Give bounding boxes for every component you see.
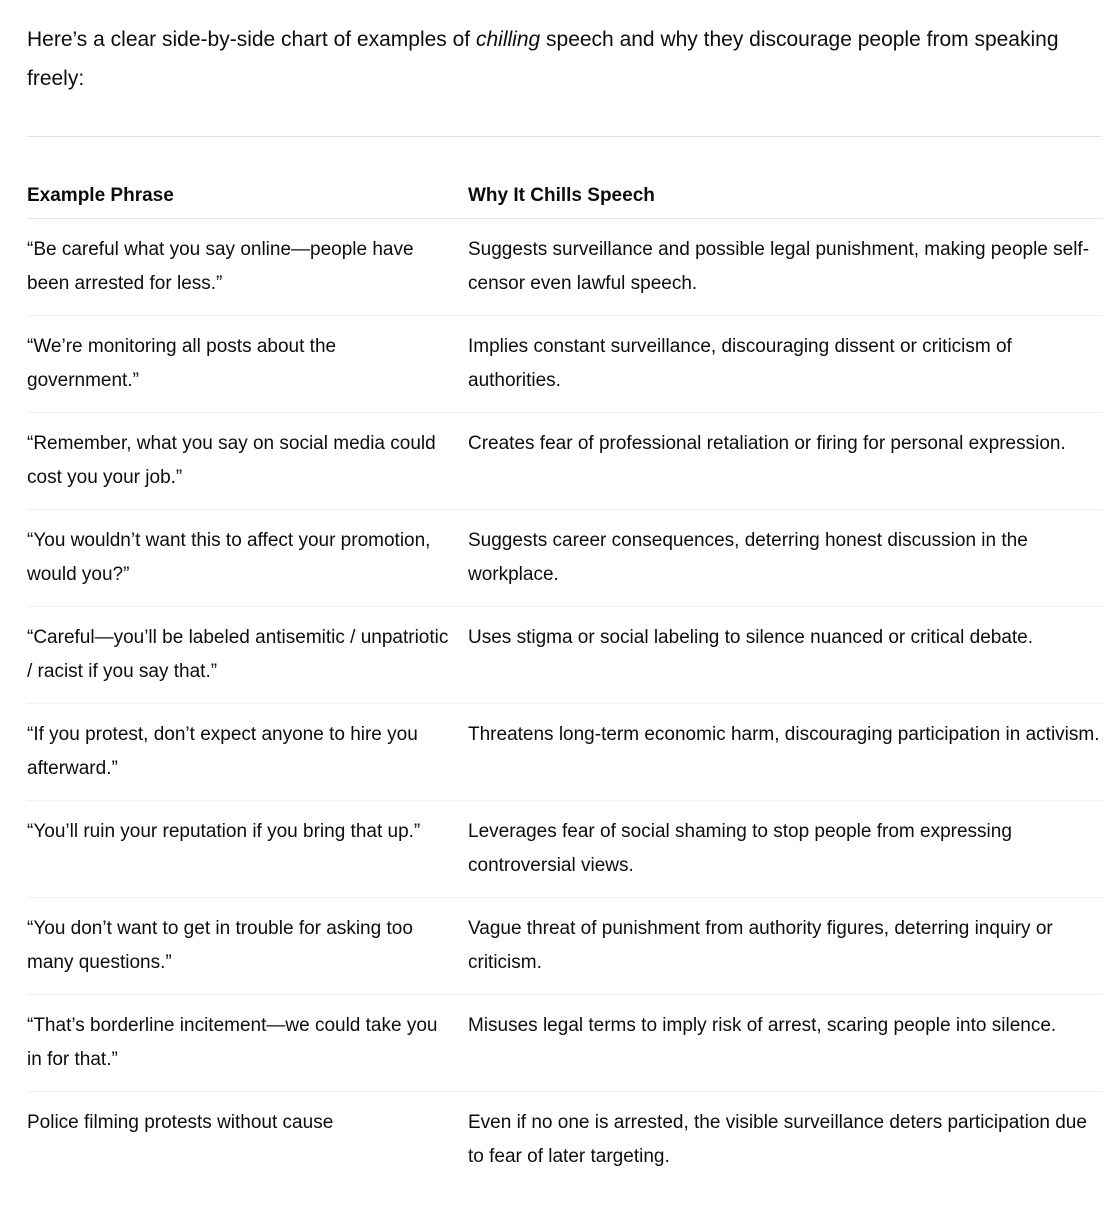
example-phrase-cell: “We’re monitoring all posts about the government.”: [27, 316, 468, 413]
table-row: [27, 510, 1102, 607]
table-row: [27, 219, 1102, 316]
example-phrase-cell: Police filming protests without cause: [27, 1112, 334, 1133]
table-row: [27, 1092, 1102, 1189]
intro-text-after: speech and why they discourage people from speaking freely:: [27, 28, 1059, 90]
table-row: [27, 898, 1102, 995]
example-phrase-cell: “That’s borderline incitement—we could take you in for that.”: [27, 995, 468, 1092]
table-row: [27, 801, 1102, 898]
why-it-chills-cell: Uses stigma or social labeling to silence nuanced or critical debate.: [468, 607, 1102, 704]
example-phrase-cell: “You don’t want to get in trouble for asking too many questions.”: [27, 898, 468, 995]
why-it-chills-cell: Vague threat of punishment from authority figures, deterring inquiry or criticism.: [468, 898, 1102, 995]
why-it-chills-cell: Misuses legal terms to imply risk of arrest, scaring people into silence.: [468, 995, 1102, 1092]
example-phrase-cell: “Be careful what you say online—people have been arrested for less.”: [27, 219, 468, 316]
table-row: [27, 704, 1102, 801]
intro-paragraph: [27, 20, 1102, 98]
table-header-row: [27, 181, 1102, 219]
example-phrase-cell: “If you protest, don’t expect anyone to hire you afterward.”: [27, 704, 468, 801]
why-it-chills-cell: Even if no one is arrested, the visible surveillance deters participation due to fear of later targeting.: [468, 1112, 1087, 1167]
table-row: [27, 995, 1102, 1092]
intro-text-before: Here’s a clear side-by-side chart of examples of: [27, 28, 476, 51]
table-row: [27, 607, 1102, 704]
why-it-chills-cell: Threatens long-term economic harm, discouraging participation in activism.: [468, 704, 1102, 801]
intro-emphasis: chilling: [475, 28, 541, 51]
column-header-why-it-chills: Why It Chills Speech: [468, 181, 1102, 219]
chilling-speech-table: [27, 181, 1102, 1188]
why-it-chills-cell: Creates fear of professional retaliation or firing for personal expression.: [468, 413, 1102, 510]
example-phrase-cell: “Careful—you’ll be labeled antisemitic / unpatriotic / racist if you say that.”: [27, 607, 468, 704]
why-it-chills-cell: Implies constant surveillance, discouraging dissent or criticism of authorities.: [468, 316, 1102, 413]
divider: [27, 136, 1102, 137]
table-row: [27, 413, 1102, 510]
example-phrase-cell: “You’ll ruin your reputation if you bring that up.”: [27, 801, 468, 898]
example-phrase-cell: “You wouldn’t want this to affect your promotion, would you?”: [27, 510, 468, 607]
chat-message: [27, 20, 1102, 1188]
why-it-chills-cell: Suggests surveillance and possible legal punishment, making people self-censor even lawful speech.: [468, 219, 1102, 316]
table-row: [27, 316, 1102, 413]
why-it-chills-cell: Leverages fear of social shaming to stop people from expressing controversial views.: [468, 801, 1102, 898]
column-header-example-phrase: Example Phrase: [27, 181, 468, 219]
why-it-chills-cell: Suggests career consequences, deterring honest discussion in the workplace.: [468, 510, 1102, 607]
example-phrase-cell: “Remember, what you say on social media could cost you your job.”: [27, 413, 468, 510]
